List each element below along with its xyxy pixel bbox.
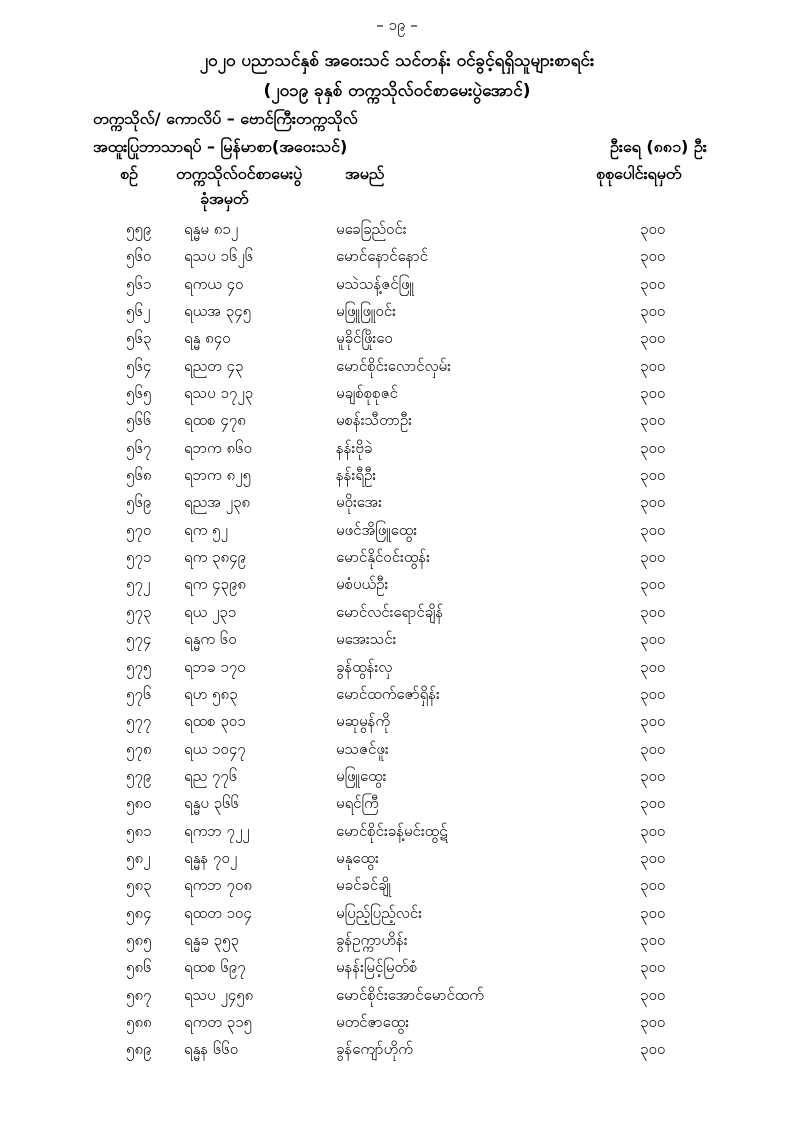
total-score: ၃၀၀ [640,876,666,895]
table-row [0,439,794,466]
row-number: ၅၇၁ [126,548,152,567]
total-score: ၃၀၀ [640,821,666,840]
total-score: ၃၀၀ [640,575,666,594]
column-header-name: အမည် [345,164,385,183]
exam-id: ရန္မက ၆၀ [184,630,237,649]
table-row [0,302,794,329]
student-table [0,220,794,1068]
exam-id: ရထစ ၄၇၈ [184,411,246,430]
total-score: ၃၀၀ [640,220,666,238]
exam-id: ရသပ ၁၆၂၆ [184,247,254,266]
row-number: ၅၈၇ [126,985,152,1004]
row-number: ၅၈၅ [126,930,152,949]
total-score: ၃၀၀ [640,247,666,266]
row-number: ၅၈၃ [126,876,152,895]
student-name: မတင်ဇာထွေး [336,1012,410,1031]
table-row [0,822,794,849]
student-name: မဖြူဖြူဝင်း [336,302,396,321]
table-row [0,630,794,657]
table-row [0,548,794,575]
exam-id: ရကဘ ၇၀၈ [184,876,252,895]
total-score: ၃၀၀ [640,630,666,649]
student-count: ဦးရေ (၈၈၁) ဦး [610,137,707,156]
student-name: မောင်နိုင်ဝင်းထွန်း [336,548,430,567]
total-score: ၃၀၀ [640,903,666,922]
student-name: မစန်းသီတာဦး [336,411,412,430]
table-row [0,220,794,247]
total-score: ၃၀၀ [640,794,666,813]
student-name: မောင်စိုင်းခန့်မင်းထွဋ် [336,821,448,840]
total-score: ၃၀၀ [640,1040,666,1059]
row-number: ၅၆၅ [126,384,152,403]
row-number: ၅၆၂ [126,302,151,321]
exam-id: ရည ၇၇၆ [184,766,238,785]
student-name: မသဲသန့်ဇင်ဖြူ [336,274,414,293]
exam-id: ရန္မခ ၃၅၃ [184,930,239,949]
row-number: ၅၈၈ [126,1012,152,1031]
table-row [0,603,794,630]
exam-id: ရကယ ၄၀ [184,274,244,293]
row-number: ၅၈၁ [126,821,152,840]
student-name: မနုထွေး [336,848,379,867]
university-line: တက္ကသိုလ်/ ကောလိပ် – ဗောင်ကြီးတက္ကသိုလ် [93,109,358,128]
student-name: မရင်ကြီ [336,794,379,813]
page-number: – ၁၉ – [376,16,418,34]
table-row [0,986,794,1013]
total-score: ၃၀၀ [640,493,666,512]
row-number: ၅၆၉ [126,493,152,512]
exam-id: ရထစ ၃၀၁ [184,712,246,731]
table-row [0,466,794,493]
student-name: မခင်ခင်ချို [336,876,392,895]
student-name: မပြည့်ပြည့်လင်း [336,903,422,922]
student-name: မောင်စိုင်းအောင်မောင်ထက် [336,985,484,1004]
student-name: နန်းဗိုခဲ [336,438,373,457]
row-number: ၅၆၀ [126,247,152,266]
exam-id: ရဘက ၈၂၅ [184,466,251,485]
total-score: ၃၀၀ [640,520,666,539]
row-number: ၅၈၂ [126,848,151,867]
total-score: ၃၀၀ [640,329,666,348]
student-name: မောင်နောင်နောင် [336,247,428,266]
student-name: မစံပယ်ဦး [336,575,389,594]
row-number: ၅၇၅ [126,657,152,676]
total-score: ၃၀၀ [640,766,666,785]
table-row [0,904,794,931]
row-number: ၅၆၈ [126,466,152,485]
row-number: ၅၆၇ [126,438,152,457]
exam-id: ရန္မ ၈၄၀ [184,329,231,348]
exam-id: ရယ ၂၃၁ [184,602,237,621]
exam-id: ရထစ ၆၉၇ [184,958,246,977]
column-header-exam-id: တက္ကသိုလ်ဝင်စာမေးပွဲ [176,164,303,183]
student-name: မဝိုးအေး [336,493,382,512]
row-number: ၅၇၃ [126,602,152,621]
total-score: ၃၀၀ [640,1012,666,1031]
table-row [0,767,794,794]
column-header-score: စုစုပေါင်းရမှတ် [596,164,682,183]
total-score: ၃၀၀ [640,274,666,293]
exam-id: ရထတ ၁၀၄ [184,903,252,922]
table-row [0,849,794,876]
total-score: ၃၀၀ [640,356,666,375]
row-number: ၅၇၄ [126,630,152,649]
table-row [0,931,794,958]
exam-id: ရန္မန ၆၆၀ [184,1040,239,1059]
table-row [0,521,794,548]
row-number: ၅၆၆ [126,411,152,430]
table-row [0,329,794,356]
subject-line: အထူးပြုဘာသာရပ် – မြန်မာစာ(အဝေးသင်) [93,137,348,156]
table-row [0,384,794,411]
exam-id: ရကဘ ၇၂၂ [184,821,250,840]
exam-id: ရညအ ၂၃၈ [184,493,251,512]
exam-id: ရဘက ၈၆၀ [184,438,252,457]
table-row [0,411,794,438]
table-row [0,740,794,767]
table-row [0,357,794,384]
total-score: ၃၀၀ [640,657,666,676]
table-row [0,1040,794,1067]
table-row [0,275,794,302]
table-row [0,493,794,520]
table-row [0,685,794,712]
student-name: မောင်စိုင်းလောင်လှမ်း [336,356,451,375]
student-name: ခွန်ထွန်းလှ [336,657,393,676]
exam-id: ရန္မန ၇၀၂ [184,848,238,867]
total-score: ၃၀၀ [640,602,666,621]
total-score: ၃၀၀ [640,411,666,430]
column-header-no: စဉ် [120,164,138,183]
exam-id: ရက ၃၈၄၉ [184,548,246,567]
row-number: ၅၇၆ [126,684,152,703]
row-number: ၅၆၁ [126,274,152,293]
student-name: မူခိုင်ဖြိုးဝေ [336,329,393,348]
exam-id: ရက ၅၂ [184,520,228,539]
row-number: ၅၈၀ [126,794,152,813]
exam-id: ရသပ ၂၄၅၈ [184,985,254,1004]
row-number: ၅၇၇ [126,712,152,731]
row-number: ၅၇၂ [126,575,151,594]
table-row [0,1013,794,1040]
student-name: မချစ်စုစုဇင် [336,384,398,403]
row-number: ၅၈၉ [126,1040,152,1059]
total-score: ၃၀၀ [640,712,666,731]
table-row [0,958,794,985]
total-score: ၃၀၀ [640,302,666,321]
student-name: မခေခြည်ဝင်း [336,220,407,238]
total-score: ၃၀၀ [640,958,666,977]
document-subtitle: (၂၀၁၉ ခုနှစ် တက္ကသိုလ်ဝင်စာမေးပွဲအောင်) [263,81,531,101]
document-title: ၂၀၂၀ ပညာသင်နှစ် အဝေးသင် သင်တန်း ဝင်ခွင့်ရရှိသူများစာရင်း [199,51,595,71]
table-row [0,712,794,739]
row-number: ၅၇၀ [126,520,152,539]
total-score: ၃၀၀ [640,848,666,867]
total-score: ၃၀၀ [640,384,666,403]
exam-id: ရကတ ၃၁၅ [184,1012,252,1031]
table-row [0,658,794,685]
student-name: မသဇင်ဖူး [336,739,389,758]
student-name: မဖင်အိဖြူထွေး [336,520,418,539]
exam-id: ရဘခ ၁၇၀ [184,657,246,676]
column-header-exam-id-line2: ခုံအမှတ် [200,189,249,208]
student-name: ခွန်ကျော်ဟိုက် [336,1040,413,1059]
table-row [0,247,794,274]
table-row [0,794,794,821]
exam-id: ရညတ ၄၃ [184,356,244,375]
exam-id: ရယ ၁၀၄၇ [184,739,246,758]
table-row [0,575,794,602]
row-number: ၅၅၉ [126,220,152,238]
row-number: ၅၈၆ [126,958,152,977]
exam-id: ရန္မပ ၃၆၆ [184,794,239,813]
total-score: ၃၀၀ [640,548,666,567]
student-name: ခွန်ဥက္ကာဟိန်း [336,930,408,949]
table-row [0,876,794,903]
exam-id: ရယအ ၃၄၅ [184,302,252,321]
student-name: မောင်လင်းရောင်ချိန် [336,602,444,621]
exam-id: ရဟ ၅၈၃ [184,684,238,703]
total-score: ၃၀၀ [640,930,666,949]
row-number: ၅၇၉ [126,766,152,785]
exam-id: ရန္မမ ၈၁၂ [184,220,239,238]
row-number: ၅၇၈ [126,739,152,758]
exam-id: ရသပ ၁၇၂၃ [184,384,254,403]
row-number: ၅၆၄ [126,356,152,375]
student-name: မဖြူထွေး [336,766,387,785]
total-score: ၃၀၀ [640,684,666,703]
row-number: ၅၆၃ [126,329,152,348]
total-score: ၃၀၀ [640,985,666,1004]
student-name: မနန်းမြင့်မြတ်စံ [336,958,418,977]
total-score: ၃၀၀ [640,466,666,485]
exam-id: ရက ၄၃၉၈ [184,575,246,594]
student-name: နန်းရီဦး [336,466,377,485]
row-number: ၅၈၄ [126,903,152,922]
student-name: မဆုမွန်ကို [336,712,391,731]
student-name: မအေးသင်း [336,630,397,649]
total-score: ၃၀၀ [640,438,666,457]
student-name: မောင်ထက်ဇော်ရှိန်း [336,684,440,703]
total-score: ၃၀၀ [640,739,666,758]
